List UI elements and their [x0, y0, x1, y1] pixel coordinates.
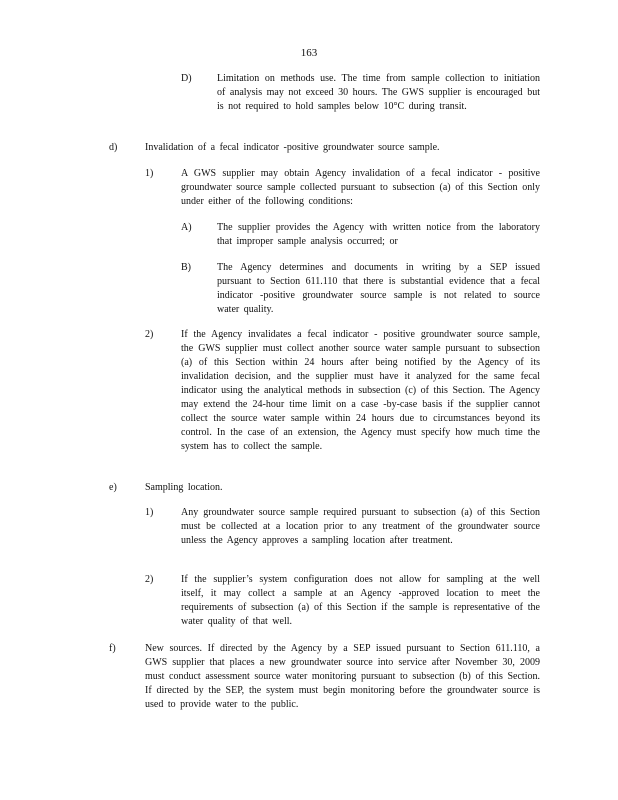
item-label: 2): [145, 574, 154, 585]
item-text: A GWS supplier may obtain Agency invalidation of a fecal indicator - positive groundwater source sample collected pursuant to subsection (a) of this Section only under either of the following conditions:: [181, 168, 540, 207]
subitem-label: B): [181, 262, 191, 273]
item-text: Limitation on methods use. The time from sample collection to initiation of analysis may not exceed 30 hours. The GWS supplier is encouraged but is not required to hold samples below 10°C during transit.: [217, 73, 540, 112]
section-title: Invalidation of a fecal indicator -positive groundwater source sample.: [145, 142, 440, 153]
section-label: f): [109, 643, 116, 654]
section-title: Sampling location.: [145, 482, 223, 493]
item-text: If the supplier’s system configuration does not allow for sampling at the well itself, it may collect a sample at an Agency -approved location to meet the requirements of subsection (a) of this Section if the sample is representative of the water quality of that well.: [181, 574, 540, 627]
item-text: Any groundwater source sample required pursuant to subsection (a) of this Section must be collected at a location prior to any treatment of the groundwater source unless the Agency approves a sampling location after treatment.: [181, 507, 540, 546]
subitem-label: A): [181, 222, 192, 233]
item-label: 1): [145, 168, 154, 179]
section-text: New sources. If directed by the Agency by a SEP issued pursuant to Section 611.110, a GWS supplier that places a new groundwater source into service after November 30, 2009 must conduct assessment source water monitoring pursuant to subsection (b) of this Section. If directed by the SEP, the system must begin monitoring before the groundwater source is used to provide water to the public.: [145, 643, 540, 710]
section-label: e): [109, 482, 117, 493]
item-label: 1): [145, 507, 154, 518]
item-text: If the Agency invalidates a fecal indicator - positive groundwater source sample, the GWS supplier must collect another source water sample pursuant to subsection (a) of this Section within 24 hours after being notified by the Agency of its invalidation decision, and the supplier must have it analyzed for the same fecal indicator using the analytical methods in subsection (c) of this Section. The Agency may extend the 24-hour time limit on a case -by-case basis if the supplier cannot collect the source water sample within 24 hours due to circumstances beyond its control. In the case of an extension, the Agency must specify how much time the system has to collect the sample.: [181, 329, 540, 452]
item-label: D): [181, 73, 192, 84]
item-label: 2): [145, 329, 154, 340]
subitem-text: The supplier provides the Agency with written notice from the laboratory that improper sample analysis occurred; or: [217, 222, 540, 247]
subitem-text: The Agency determines and documents in writing by a SEP issued pursuant to Section 611.110 that there is substantial evidence that a fecal indicator -positive groundwater source sample is not related to source water quality.: [217, 262, 540, 315]
section-label: d): [109, 142, 118, 153]
page-number: 163: [300, 47, 318, 59]
